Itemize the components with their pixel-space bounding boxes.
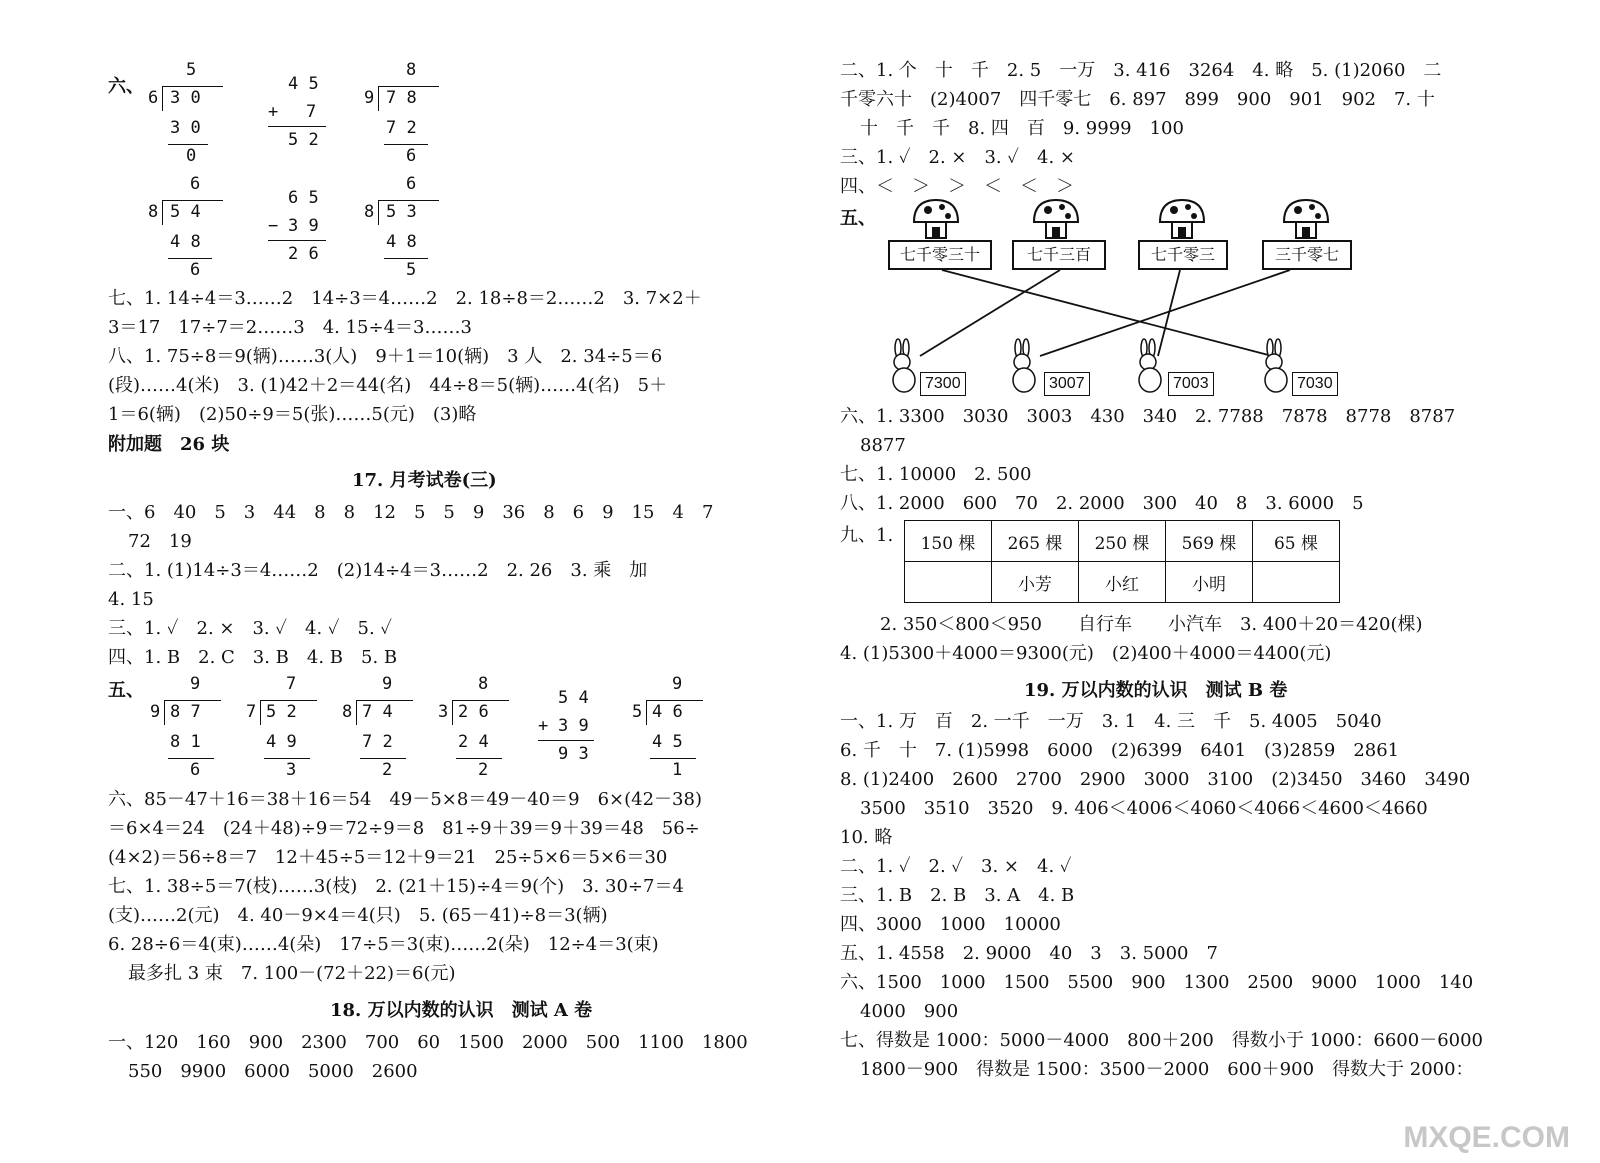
text-line: (段)……4(米) 3. (1)42＋2＝44(名) 44÷8＝5(辆)……4(名) 5＋ — [108, 375, 668, 396]
divisor: 7 — [246, 702, 257, 722]
operator: + — [538, 716, 549, 736]
section-title: 17. 月考试卷(三) — [352, 470, 497, 491]
table-cell: 小芳 — [992, 562, 1079, 603]
match-line — [1040, 270, 1290, 356]
table-row — [905, 521, 1340, 562]
text-line: 四、1. B 2. C 3. B 4. B 5. B — [108, 647, 398, 668]
answer-table — [904, 520, 1340, 603]
addition-problem — [268, 74, 328, 164]
dividend: 5 2 — [266, 702, 297, 722]
section-9-label: 九、1. — [840, 525, 894, 546]
watermark-logo: MXQE.COM — [1403, 1121, 1570, 1154]
house-label: 三千零七 — [1262, 240, 1352, 270]
dividend: 5 4 — [170, 202, 201, 222]
sum: 5 2 — [288, 130, 319, 150]
table-cell: 265 棵 — [992, 521, 1079, 562]
dividend: 7 8 — [386, 88, 417, 108]
text-line: 6. 28÷6＝4(束)……4(朵) 17÷5＝3(束)……2(朵) 12÷4＝3(束) — [108, 934, 659, 955]
mushroom-icon — [914, 200, 958, 238]
text-line: 八、1. 2000 600 70 2. 2000 300 40 8 3. 6000 5 — [840, 493, 1364, 514]
subtrahend: 4 8 — [386, 232, 417, 252]
division-problem — [342, 674, 422, 784]
section-title: 18. 万以内数的认识 测试 A 卷 — [330, 1000, 593, 1021]
dividend: 4 6 — [652, 702, 683, 722]
text-line: 六、1500 1000 1500 5500 900 1300 2500 9000 1000 140 — [840, 972, 1474, 993]
text-line: 二、1. ✓ 2. ✓ 3. × 4. ✓ — [840, 856, 1072, 877]
divisor: 3 — [438, 702, 449, 722]
text-line: 十 千 千 8. 四 百 9. 9999 100 — [860, 118, 1184, 139]
division-problem — [632, 674, 712, 784]
rabbit-label: 7300 — [920, 372, 966, 396]
text-line: 七、得数是 1000：5000－4000 800＋200 得数小于 1000：6600－6000 — [840, 1030, 1484, 1051]
text-line: ＝6×4＝24 (24＋48)÷9＝72÷9＝8 81÷9＋39＝9＋39＝48 56÷ — [108, 818, 700, 839]
addend-bottom: 7 — [306, 102, 317, 122]
divisor: 8 — [342, 702, 353, 722]
division-problem — [148, 174, 228, 284]
text-line: 3＝17 17÷7＝2……3 4. 15÷4＝3……3 — [108, 317, 472, 338]
dividend: 5 3 — [386, 202, 417, 222]
text-line: 一、6 40 5 3 44 8 8 12 5 5 9 36 8 6 9 15 4 7 — [108, 502, 714, 523]
text-line: 三、1. B 2. B 3. A 4. B — [840, 885, 1075, 906]
sum: 9 3 — [558, 744, 589, 764]
rabbit-icon — [1139, 339, 1161, 392]
house-label: 七千三百 — [1012, 240, 1106, 270]
text-line: 4. 15 — [108, 589, 154, 610]
addend-top: 5 4 — [558, 688, 589, 708]
text-line: 4000 900 — [860, 1001, 959, 1022]
text-line: 五、1. 4558 2. 9000 40 3 3. 5000 7 — [840, 943, 1218, 964]
table-cell — [1253, 562, 1340, 603]
divisor: 6 — [148, 88, 159, 108]
text-line: 1800－900 得数是 1500：3500－2000 600＋900 得数大于 2000： — [860, 1059, 1474, 1080]
division-problem — [246, 674, 326, 784]
table-cell: 65 棵 — [1253, 521, 1340, 562]
operator: + — [268, 102, 279, 122]
rabbit-icon — [893, 339, 915, 392]
table-cell: 250 棵 — [1079, 521, 1166, 562]
text-line: 6. 千 十 7. (1)5998 6000 (2)6399 6401 (3)2859 2861 — [840, 740, 1400, 761]
house-label: 七千零三十 — [888, 240, 992, 270]
subtrahend: 4 9 — [266, 732, 297, 752]
remainder: 1 — [672, 760, 683, 780]
remainder: 0 — [186, 146, 197, 166]
divisor: 9 — [150, 702, 161, 722]
quotient: 8 — [406, 60, 417, 80]
house-label: 七千零三 — [1138, 240, 1228, 270]
text-line: 六、1. 3300 3030 3003 430 340 2. 7788 7878 8778 8787 — [840, 406, 1456, 427]
text-line: 550 9900 6000 5000 2600 — [128, 1061, 418, 1082]
division-problem — [148, 60, 228, 170]
text-line: 二、1. (1)14÷3＝4……2 (2)14÷4＝3……2 2. 26 3. 乘 加 — [108, 560, 648, 581]
rabbit-label: 7030 — [1292, 372, 1338, 396]
addend-top: 4 5 — [288, 74, 319, 94]
subtrahend: 7 2 — [386, 118, 417, 138]
remainder: 5 — [406, 260, 417, 280]
table-cell — [905, 562, 992, 603]
text-line: 三、1. ✓ 2. × 3. ✓ 4. ✓ 5. ✓ — [108, 618, 392, 639]
text-line: 三、1. ✓ 2. × 3. ✓ 4. × — [840, 147, 1075, 168]
operator: − — [268, 216, 279, 236]
quotient: 5 — [186, 60, 197, 80]
text-line: 七、1. 10000 2. 500 — [840, 464, 1032, 485]
divisor: 8 — [148, 202, 159, 222]
subtrahend: 4 8 — [170, 232, 201, 252]
addition-problem — [538, 688, 598, 778]
section-5-label: 五、 — [840, 208, 876, 229]
text-line: 8. (1)2400 2600 2700 2900 3000 3100 (2)3450 3460 3490 — [840, 769, 1471, 790]
section-title: 19. 万以内数的认识 测试 B 卷 — [1024, 680, 1288, 701]
remainder: 2 — [478, 760, 489, 780]
text-line: 72 19 — [128, 531, 192, 552]
text-line: 10. 略 — [840, 827, 893, 848]
text-line: 4. (1)5300＋4000＝9300(元) (2)400＋4000＝4400(元) — [840, 643, 1332, 664]
dividend: 7 4 — [362, 702, 393, 722]
rabbit-icon — [1265, 339, 1287, 392]
subtrahend: 8 1 — [170, 732, 201, 752]
addend-bottom: 3 9 — [558, 716, 589, 736]
text-line: 一、120 160 900 2300 700 60 1500 2000 500 1100 1800 — [108, 1032, 748, 1053]
subtrahend: 3 0 — [170, 118, 201, 138]
rabbit-label: 7003 — [1168, 372, 1214, 396]
division-problem — [364, 60, 444, 170]
text-line: (支)……2(元) 4. 40－9×4＝4(只) 5. (65－41)÷8＝3(辆) — [108, 905, 608, 926]
remainder: 6 — [190, 760, 201, 780]
minuend: 6 5 — [288, 188, 319, 208]
subtrahend: 3 9 — [288, 216, 319, 236]
text-line: 四、3000 1000 10000 — [840, 914, 1061, 935]
text-line: 一、1. 万 百 2. 一千 一万 3. 1 4. 三 千 5. 4005 5040 — [840, 711, 1382, 732]
division-problem — [150, 674, 230, 784]
text-line: 七、1. 38÷5＝7(枝)……3(枝) 2. (21＋15)÷4＝9(个) 3. 30÷7＝4 — [108, 876, 684, 897]
section-5-label: 五、 — [108, 680, 144, 701]
remainder: 2 — [382, 760, 393, 780]
subtrahend: 7 2 — [362, 732, 393, 752]
dividend: 8 7 — [170, 702, 201, 722]
divisor: 9 — [364, 88, 375, 108]
quotient: 9 — [672, 674, 683, 694]
division-problem — [364, 174, 444, 284]
remainder: 6 — [190, 260, 201, 280]
text-line: 六、85－47＋16＝38＋16＝54 49－5×8＝49－40＝9 6×(42－38) — [108, 789, 702, 810]
division-problem — [438, 674, 518, 784]
text-line: 1＝6(辆) (2)50÷9＝5(张)……5(元) (3)略 — [108, 404, 477, 425]
subtrahend: 2 4 — [458, 732, 489, 752]
dividend: 3 0 — [170, 88, 201, 108]
subtraction-problem — [268, 188, 328, 278]
divisor: 8 — [364, 202, 375, 222]
quotient: 7 — [286, 674, 297, 694]
text-line: 最多扎 3 束 7. 100－(72＋22)＝6(元) — [128, 963, 456, 984]
text-line: 二、1. 个 十 千 2. 5 一万 3. 416 3264 4. 略 5. (1)2060 二 — [840, 60, 1442, 81]
quotient: 6 — [190, 174, 201, 194]
quotient: 9 — [190, 674, 201, 694]
text-line: 2. 350＜800＜950 自行车 小汽车 3. 400＋20＝420(棵) — [880, 614, 1423, 635]
text-line: 七、1. 14÷4＝3……2 14÷3＝4……2 2. 18÷8＝2……2 3. 7×2＋ — [108, 288, 702, 309]
table-row — [905, 562, 1340, 603]
remainder: 6 — [406, 146, 417, 166]
bonus-question: 附加题 26 块 — [108, 434, 230, 455]
mushroom-icon — [1034, 200, 1078, 238]
section-6-label: 六、 — [108, 76, 144, 97]
rabbit-icon — [1013, 339, 1035, 392]
text-line: 8877 — [860, 435, 906, 456]
remainder: 3 — [286, 760, 297, 780]
divisor: 5 — [632, 702, 643, 722]
match-line — [1158, 270, 1180, 356]
table-cell: 小红 — [1079, 562, 1166, 603]
subtrahend: 4 5 — [652, 732, 683, 752]
mushroom-icon — [1284, 200, 1328, 238]
table-cell: 569 棵 — [1166, 521, 1253, 562]
mushroom-icon — [1160, 200, 1204, 238]
table-cell: 150 棵 — [905, 521, 992, 562]
rabbit-label: 3007 — [1044, 372, 1090, 396]
text-line: 八、1. 75÷8＝9(辆)……3(人) 9＋1＝10(辆) 3 人 2. 34÷5＝6 — [108, 346, 663, 367]
quotient: 8 — [478, 674, 489, 694]
text-line: 千零六十 (2)4007 四千零七 6. 897 899 900 901 902 7. 十 — [840, 89, 1435, 110]
quotient: 9 — [382, 674, 393, 694]
dividend: 2 6 — [458, 702, 489, 722]
table-cell: 小明 — [1166, 562, 1253, 603]
difference: 2 6 — [288, 244, 319, 264]
text-line: 四、＜ ＞ ＞ ＜ ＜ ＞ — [840, 176, 1074, 197]
text-line: (4×2)＝56÷8＝7 12＋45÷5＝12＋9＝21 25÷5×6＝5×6＝30 — [108, 847, 668, 868]
text-line: 3500 3510 3520 9. 406＜4006＜4060＜4066＜4600＜4660 — [860, 798, 1428, 819]
quotient: 6 — [406, 174, 417, 194]
